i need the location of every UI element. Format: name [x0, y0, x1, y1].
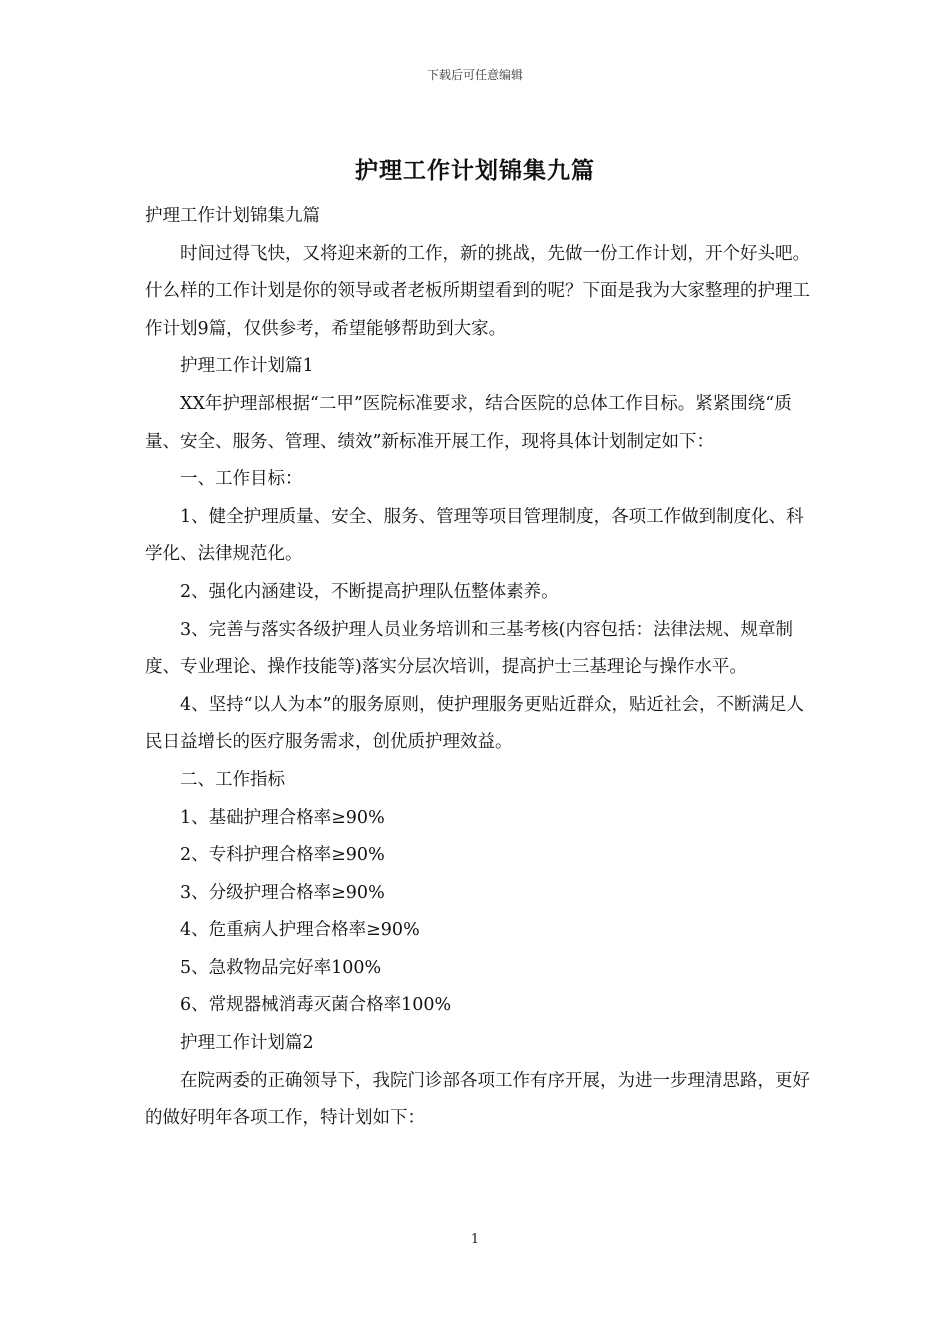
paragraph: 护理工作计划锦集九篇: [145, 206, 320, 226]
paragraph: XX年护理部根据“二甲”医院标准要求，结合医院的总体工作目标。紧紧围绕“质量、安全、服务、管理、绩效”新标准开展工作，现将具体计划制定如下：: [145, 393, 792, 452]
section-heading: 一、工作目标：: [180, 469, 303, 490]
list-item: 5、急救物品完好率100%: [180, 957, 382, 978]
list-item: 4、坚持“以人为本”的服务原则，使护理服务更贴近群众，贴近社会，不断满足人民日益增长的医疗服务需求，创优质护理效益。: [145, 694, 805, 753]
list-item: 3、完善与落实各级护理人员业务培训和三基考核(内容包括：法律法规、规章制度、专业理论、操作技能等)落实分层次培训，提高护士三基理论与操作水平。: [145, 619, 793, 678]
list-item: 6、常规器械消毒灭菌合格率100%: [180, 995, 452, 1016]
list-item: 4、危重病人护理合格率≥90%: [180, 920, 420, 941]
paragraph: 在院两委的正确领导下，我院门诊部各项工作有序开展，为进一步理清思路，更好的做好明年各项工作，特计划如下：: [145, 1070, 810, 1129]
list-item: 2、强化内涵建设，不断提高护理队伍整体素养。: [180, 581, 559, 602]
header-note: 下载后可任意编辑: [426, 68, 523, 82]
document-body: [145, 198, 810, 1138]
section-heading: 护理工作计划篇1: [180, 356, 314, 377]
list-item: 3、分级护理合格率≥90%: [180, 882, 385, 903]
document-title: 护理工作计划锦集九篇: [355, 157, 595, 184]
section-heading: 护理工作计划篇2: [180, 1033, 314, 1054]
list-item: 1、健全护理质量、安全、服务、管理等项目管理制度，各项工作做到制度化、科学化、法律规范化。: [145, 506, 804, 565]
list-item: 1、基础护理合格率≥90%: [180, 807, 385, 828]
section-heading: 二、工作指标: [180, 769, 285, 790]
page-number: 1: [470, 1232, 480, 1247]
list-item: 2、专科护理合格率≥90%: [180, 845, 385, 866]
paragraph: 时间过得飞快，又将迎来新的工作，新的挑战，先做一份工作计划，开个好头吧。什么样的工作计划是你的领导或者老板所期望看到的呢？下面是我为大家整理的护理工作计划9篇，仅供参考，希望能够帮助到大家。: [145, 243, 810, 339]
